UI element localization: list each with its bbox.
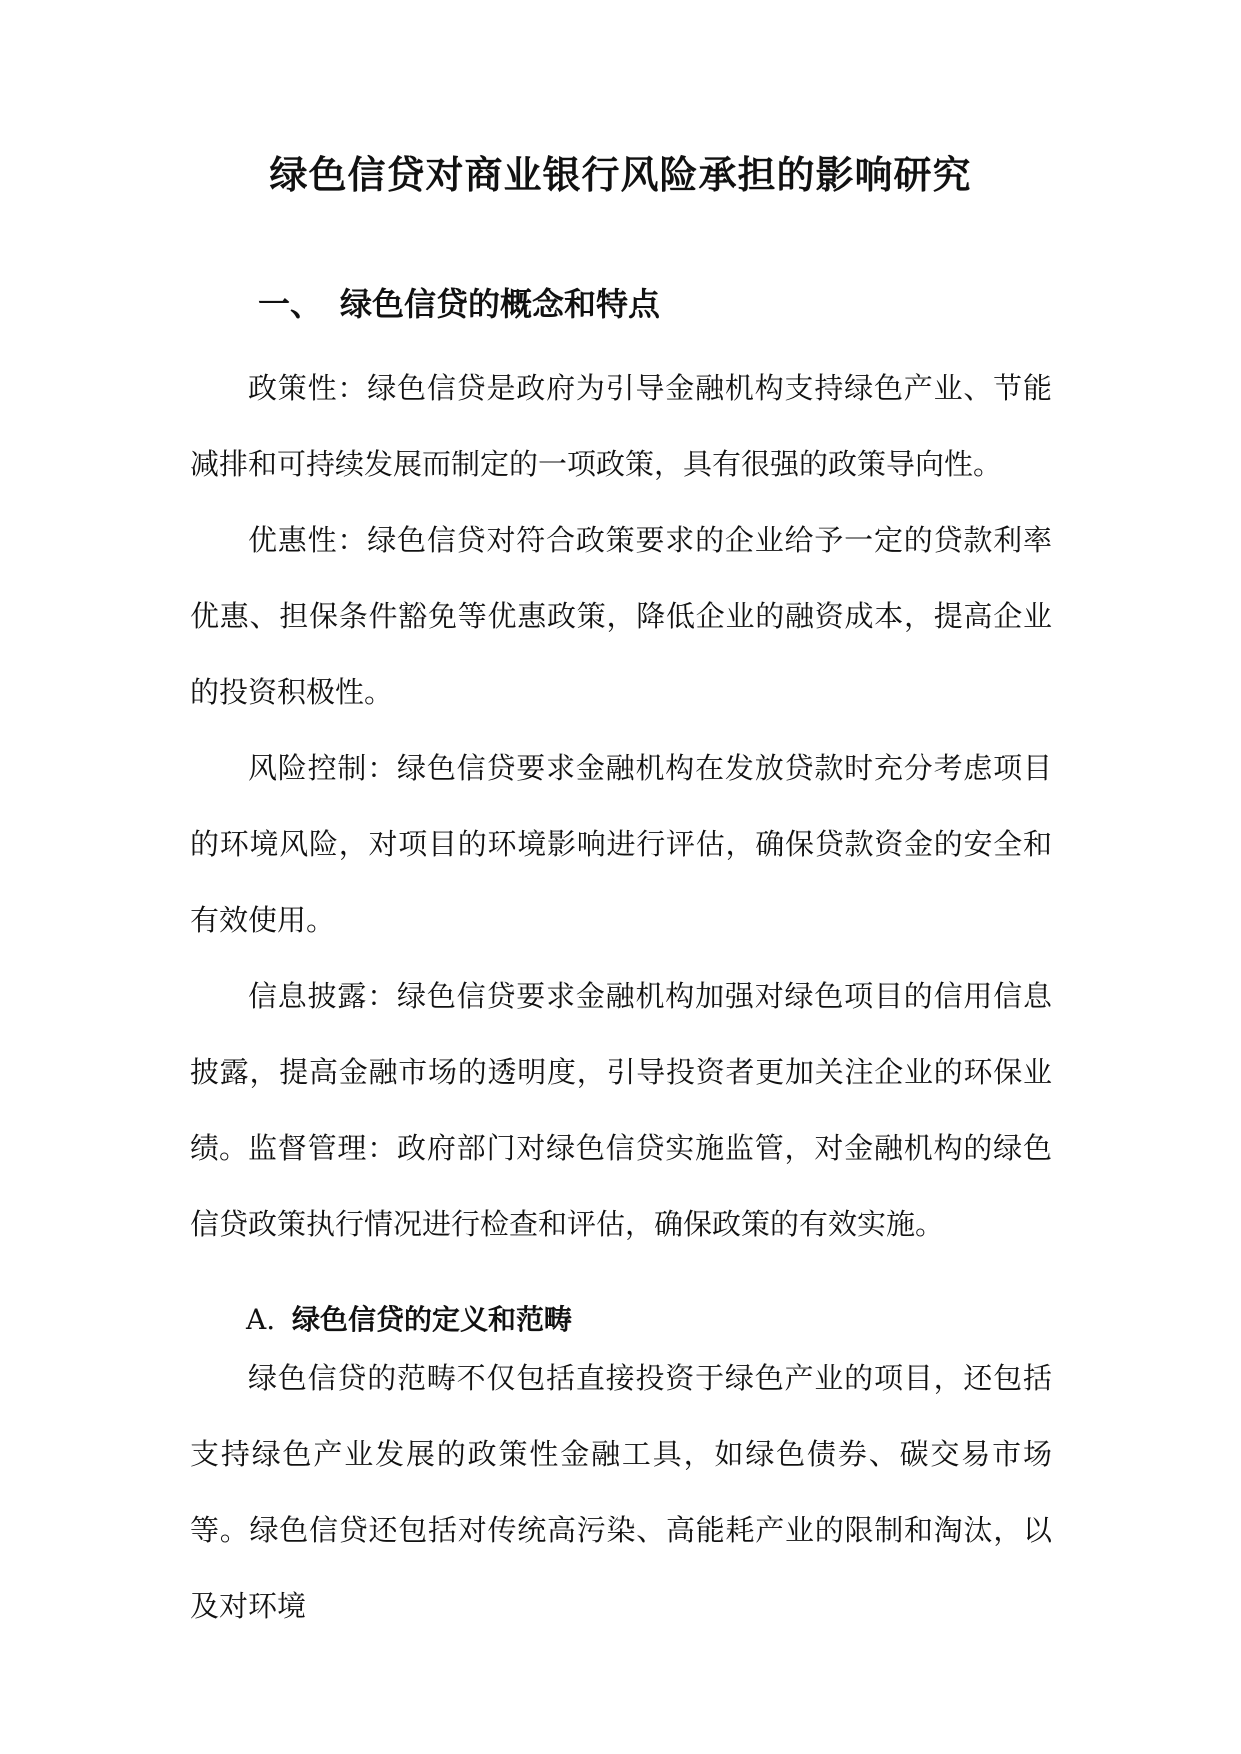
section-heading-1 (258, 282, 660, 326)
subsection-title: 绿色信贷的定义和范畴 (292, 1303, 573, 1336)
subsection-number: A. (246, 1303, 276, 1336)
paragraph-policy: 政策性：绿色信贷是政府为引导金融机构支持绿色产业、节能减排和可持续发展而制定的一项政策，具有很强的政策导向性。 (190, 371, 1052, 481)
paragraph-risk-control: 风险控制：绿色信贷要求金融机构在发放贷款时充分考虑项目的环境风险，对项目的环境影响进行评估，确保贷款资金的安全和有效使用。 (190, 751, 1052, 937)
paragraph-preferential: 优惠性：绿色信贷对符合政策要求的企业给予一定的贷款利率优惠、担保条件豁免等优惠政策，降低企业的融资成本，提高企业的投资积极性。 (190, 523, 1052, 709)
paragraph-disclosure: 信息披露：绿色信贷要求金融机构加强对绿色项目的信用信息披露，提高金融市场的透明度，引导投资者更加关注企业的环保业绩。 (190, 979, 1052, 1165)
subsection-heading-a (246, 1300, 572, 1340)
paragraph-definition-scope: 绿色信贷的范畴不仅包括直接投资于绿色产业的项目，还包括支持绿色产业发展的政策性金融工具，如绿色债券、碳交易市场等。绿色信贷还包括对传统高污染、高能耗产业的限制和淘汰，以及对环境 (190, 1361, 1052, 1623)
section-number: 一、 (258, 285, 323, 323)
document-title: 绿色信贷对商业银行风险承担的影响研究 (269, 152, 972, 197)
section-title: 绿色信贷的概念和特点 (340, 285, 661, 323)
paragraph-supervision: 监督管理：政府部门对绿色信贷实施监管，对金融机构的绿色信贷政策执行情况进行检查和评估，确保政策的有效实施。 (190, 1131, 1052, 1241)
